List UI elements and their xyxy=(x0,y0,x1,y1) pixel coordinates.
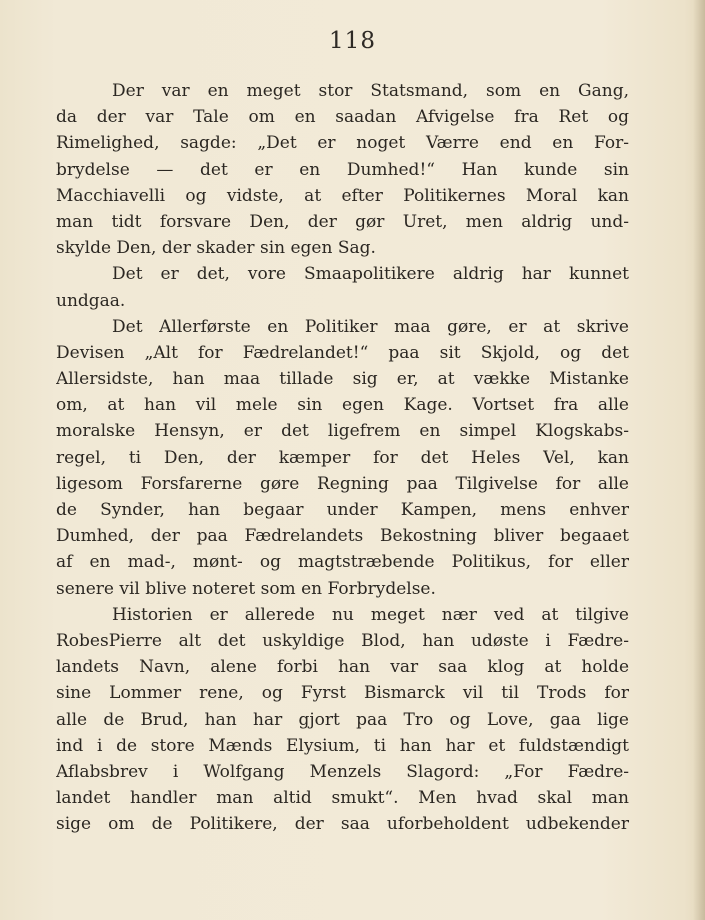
text-line: RobesPierre alt det uskyldige Blod, han udøste i Fædre- xyxy=(56,630,629,651)
text-line: man tidt forsvare Den, der gør Uret, men aldrig und- xyxy=(56,211,629,232)
text-line: Rimelighed, sagde: „Det er noget Værre end en For- xyxy=(56,133,629,154)
text-line: moralske Hensyn, er det ligefrem en simpel Klogskabs- xyxy=(56,421,629,442)
text-line: undgaa. xyxy=(56,290,126,311)
text-line: Allersidste, han maa tillade sig er, at vække Mistanke xyxy=(56,369,629,390)
text-line: de Synder, han begaar under Kampen, mens enhver xyxy=(56,500,629,520)
text-line: landet handler man altid smukt“. Men hvad skal man xyxy=(56,788,629,809)
text-line: skylde Den, der skader sin egen Sag. xyxy=(56,238,376,259)
text-line: Devisen „Alt for Fædrelandet!“ paa sit Skjold, og det xyxy=(56,342,629,363)
text-line: ind i de store Mænds Elysium, ti han har et fuldstændigt xyxy=(56,735,629,756)
page-number: 118 xyxy=(329,28,376,54)
text-line: landets Navn, alene forbi han var saa klog at holde xyxy=(56,657,629,678)
text-line: Historien er allerede nu meget nær ved at tilgive xyxy=(112,604,629,625)
text-line: ligesom Forsfarerne gøre Regning paa Tilgivelse for alle xyxy=(56,473,629,494)
text-line: sine Lommer rene, og Fyrst Bismarck vil til Trods for xyxy=(56,683,629,704)
text-line: alle de Brud, han har gjort paa Tro og Love, gaa lige xyxy=(56,709,629,730)
text-line: Det Allerførste en Politiker maa gøre, er at skrive xyxy=(112,316,629,337)
text-line: sige om de Politikere, der saa uforbeholdent udbekender xyxy=(56,814,629,835)
text-line: brydelse — det er en Dumhed!“ Han kunde sin xyxy=(56,159,629,180)
text-line: Der var en meget stor Statsmand, som en Gang, xyxy=(112,81,629,101)
text-line: af en mad-, mønt- og magtstræbende Politikus, for eller xyxy=(56,552,629,573)
text-line: Aflabsbrev i Wolfgang Menzels Slagord: „For Fædre- xyxy=(56,761,629,782)
text-line: da der var Tale om en saadan Afvigelse fra Ret og xyxy=(56,107,629,128)
body-text xyxy=(56,78,629,837)
text-line: Det er det, vore Smaapolitikere aldrig har kunnet xyxy=(112,264,629,285)
page-edge-shadow xyxy=(693,0,705,920)
text-line: senere vil blive noteret som en Forbrydelse. xyxy=(56,578,436,599)
text-line: regel, ti Den, der kæmper for det Heles Vel, kan xyxy=(56,447,629,468)
text-line: Dumhed, der paa Fædrelandets Bekostning bliver begaaet xyxy=(56,526,629,547)
text-line: om, at han vil mele sin egen Kage. Vortset fra alle xyxy=(56,395,629,416)
text-line: Macchiavelli og vidste, at efter Politikernes Moral kan xyxy=(56,185,629,206)
